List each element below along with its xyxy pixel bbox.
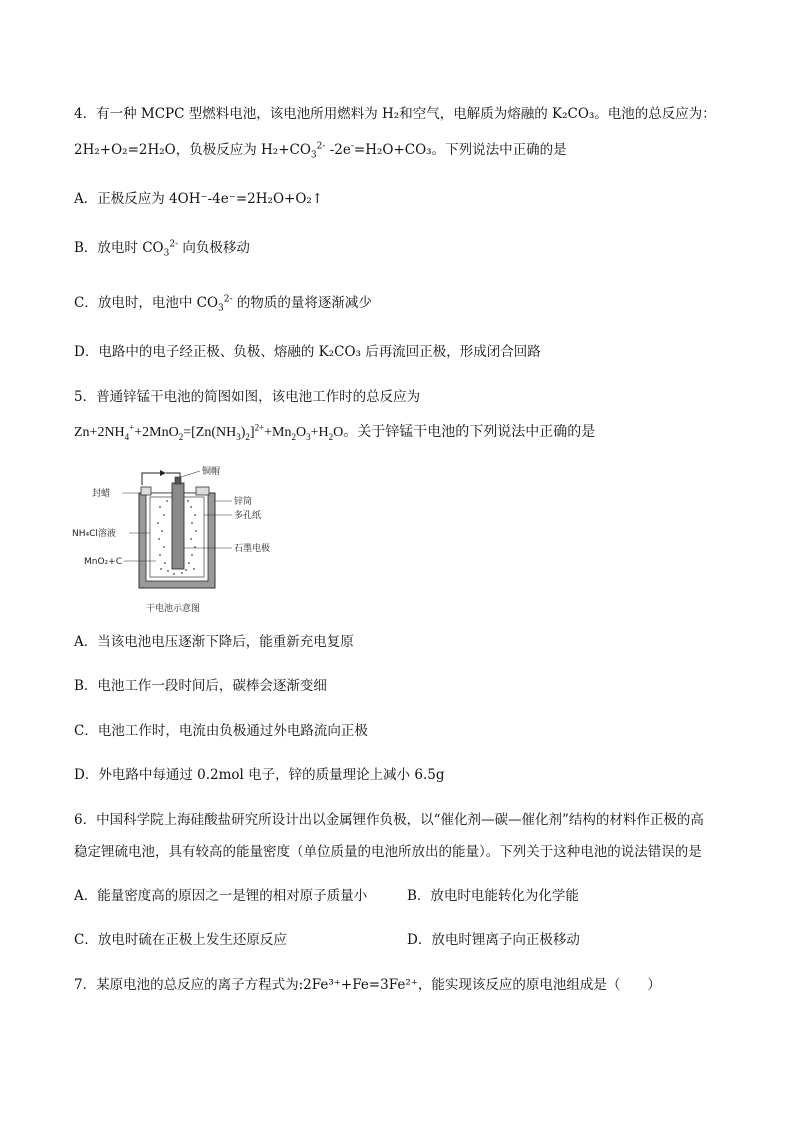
dry-cell-diagram <box>72 463 292 618</box>
q7-stem-line1: 7．某原电池的总反应的离子方程式为:2Fe³⁺+Fe=3Fe²⁺，能实现该反应的原电池组成是（ ） <box>74 977 661 993</box>
q5-option-b: B．电池工作一段时间后，碳棒会逐渐变细 <box>74 678 327 694</box>
label-copper-cap: 铜帽 <box>202 467 221 477</box>
q4-option-b-text-b: 向负极移动 <box>178 240 250 256</box>
q4-option-b: B．放电时 $CO_3^{2-}$ 向负极移动 <box>74 239 250 259</box>
q5-option-c: C．电池工作时，电流由负极通过外电路流向正极 <box>74 723 368 739</box>
diagram-caption: 干电池示意图 <box>146 604 201 614</box>
graphite-rod <box>172 483 184 569</box>
q4-option-b-text-a: B．放电时 CO <box>74 240 164 256</box>
label-seal-wax: 封蜡 <box>92 489 111 499</box>
q4-option-a: A．正极反应为 4OH⁻-4e⁻=2H₂O+O₂↑ <box>74 191 324 207</box>
label-zinc-can: 锌筒 <box>234 497 253 507</box>
copper-cap <box>175 477 181 484</box>
q4-option-c: C．放电时，电池中 $CO_3^{2-}$ 的物质的量将逐渐减少 <box>74 294 372 314</box>
label-nh4cl: NH₄Cl溶液 <box>72 529 116 539</box>
q6-option-c: C．放电时硫在正极上发生还原反应 <box>74 932 287 948</box>
q5-option-a: A．当该电池电压逐渐下降后，能重新充电复原 <box>74 634 354 650</box>
q4-option-c-text-a: C．放电时，电池中 CO <box>74 295 219 311</box>
q4-stem-line2-a: 2H₂+O₂=2H₂O，负极反应为 H₂+CO <box>74 142 311 158</box>
q4-stem-line1: 4．有一种 MCPC 型燃料电池，该电池所用燃料为 H₂和空气，电解质为熔融的 K₂CO₃。电池的总反应为： <box>74 106 716 122</box>
q6-option-b: B．放电时电能转化为化学能 <box>407 888 579 904</box>
q4-option-d: D．电路中的电子经正极、负极、熔融的 K₂CO₃ 后再流回正极，形成闭合回路 <box>74 344 541 360</box>
label-mno2-c: MnO₂+C <box>84 557 122 567</box>
q6-option-d: D．放电时锂离子向正极移动 <box>407 932 580 948</box>
q6-stem-line2: 稳定锂硫电池，具有较高的能量密度（单位质量的电池所放出的能量）。下列关于这种电池的说法错误的是 <box>74 844 702 860</box>
label-graphite: 石墨电极 <box>234 544 271 554</box>
q6-option-a: A．能量密度高的原因之一是锂的相对原子质量小 <box>74 888 368 904</box>
q4-stem-line2-c: =H₂O+CO₃。下列说法中正确的是 <box>353 142 567 158</box>
q4-stem-line2: 2H₂+O₂=2H₂O，负极反应为 $H_2+CO_3^{2-}$ -2e-=H₂O+CO₃。下列说法中正确的是 <box>74 141 567 161</box>
q5-equation: $Zn+2NH_4^++2MnO_2=[Zn(NH_3)_2]^{2+}+Mn_2O_3+H_2O$。关于锌锰干电池的下列说法中正确的是 <box>74 422 596 442</box>
seal-wax <box>141 487 151 495</box>
q5-option-d: D．外电路中每通过 0.2mol 电子，锌的质量理论上减小 6.5g <box>74 767 445 783</box>
q4-stem-line2-b: -2e <box>325 142 351 158</box>
q5-stem-line1: 5．普通锌锰干电池的简图如图，该电池工作时的总反应为 <box>74 389 421 405</box>
label-porous-paper: 多孔纸 <box>234 511 262 521</box>
q4-option-c-text-b: 的物质的量将逐渐减少 <box>232 295 372 311</box>
q6-stem-line1: 6．中国科学院上海硅酸盐研究所设计出以金属锂作负极，以“催化剂—碳—催化剂”结构的材料作正极的高 <box>74 812 704 828</box>
